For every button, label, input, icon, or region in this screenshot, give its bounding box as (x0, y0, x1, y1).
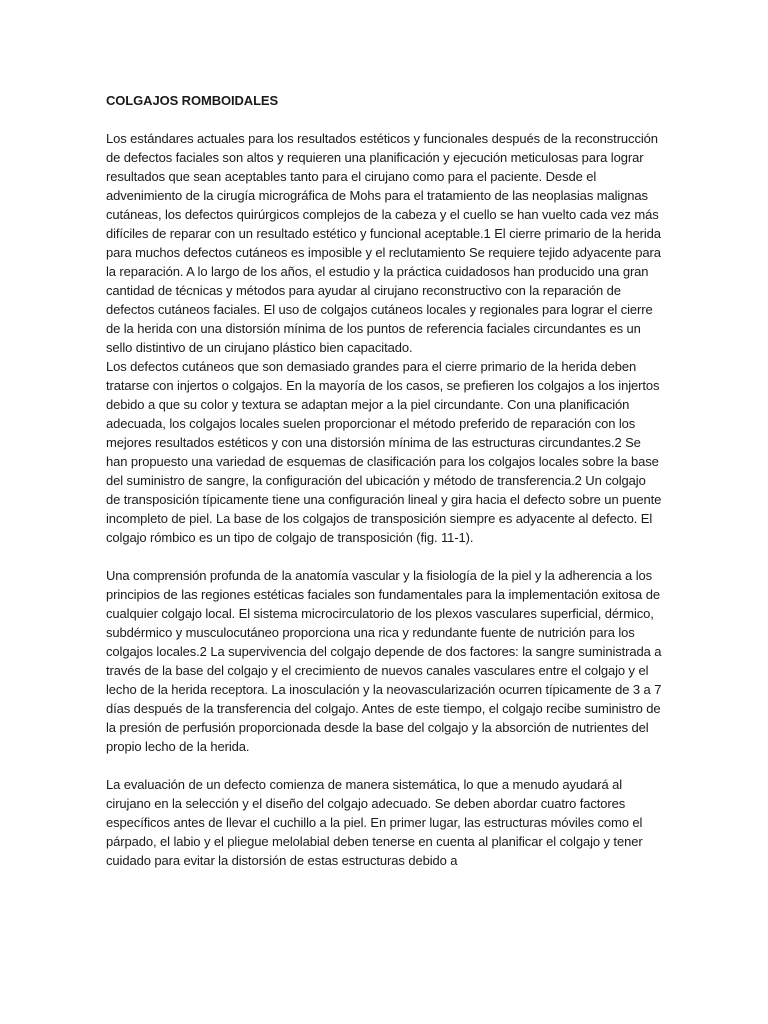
document-page (106, 91, 662, 870)
paragraph-3: Una comprensión profunda de la anatomía vascular y la fisiología de la piel y la adherencia a los principios de las regiones estéticas faciales son fundamentales para la implementación exitosa de cualquier colgajo local. El sistema microcirculatorio de los plexos vasculares superficial, dérmico, subdérmico y musculocutáneo proporciona una rica y redundante fuente de nutrición para los colgajos locales.2 La supervivencia del colgajo depende de dos factores: la sangre suministrada a través de la base del colgajo y el crecimiento de nuevos canales vasculares entre el colgajo y el lecho de la herida receptora. La inosculación y la neovascularización ocurren típicamente de 3 a 7 días después de la transferencia del colgajo. Antes de este tiempo, el colgajo recibe suministro de la presión de perfusión proporcionada desde la base del colgajo y la absorción de nutrientes del propio lecho de la herida. (106, 568, 662, 754)
paragraph-2: Los defectos cutáneos que son demasiado grandes para el cierre primario de la herida deben tratarse con injertos o colgajos. En la mayoría de los casos, se prefieren los colgajos a los injertos debido a que su color y textura se adaptan mejor a la piel circundante. Con una planificación adecuada, los colgajos locales suelen proporcionar el método preferido de reparación con los mejores resultados estéticos y con una distorsión mínima de las estructuras circundantes.2 Se han propuesto una variedad de esquemas de clasificación para los colgajos locales sobre la base del suministro de sangre, la configuración del ubicación y método de transferencia.2 Un colgajo de transposición típicamente tiene una configuración lineal y gira hacia el defecto sobre un puente incompleto de piel. La base de los colgajos de transposición siempre es adyacente al defecto. El colgajo rómbico es un tipo de colgajo de transposición (fig. 11-1). (106, 359, 662, 545)
paragraph-4: La evaluación de un defecto comienza de manera sistemática, lo que a menudo ayudará al cirujano en la selección y el diseño del colgajo adecuado. Se deben abordar cuatro factores específicos antes de llevar el cuchillo a la piel. En primer lugar, las estructuras móviles como el párpado, el labio y el pliegue melolabial deben tenerse en cuenta al planificar el colgajo y tener cuidado para evitar la distorsión de estas estructuras debido a (106, 777, 643, 868)
paragraph-1: Los estándares actuales para los resultados estéticos y funcionales después de la reconstrucción de defectos faciales son altos y requieren una planificación y ejecución meticulosas para lograr resultados que sean aceptables tanto para el cirujano como para el paciente. Desde el advenimiento de la cirugía micrográfica de Mohs para el tratamiento de las neoplasias malignas cutáneas, los defectos quirúrgicos complejos de la cabeza y el cuello se han vuelto cada vez más difíciles de reparar con un resultado estético y funcional aceptable.1 El cierre primario de la herida para muchos defectos cutáneos es imposible y el reclutamiento Se requiere tejido adyacente para la reparación. A lo largo de los años, el estudio y la práctica cuidadosos han producido una gran cantidad de técnicas y métodos para ayudar al cirujano reconstructivo con la reparación de defectos cutáneos faciales. El uso de colgajos cutáneos locales y regionales para lograr el cierre de la herida con una distorsión mínima de los puntos de referencia faciales circundantes es un sello distintivo de un cirujano plástico bien capacitado. (106, 131, 661, 355)
document-title: COLGAJOS ROMBOIDALES (106, 93, 279, 108)
